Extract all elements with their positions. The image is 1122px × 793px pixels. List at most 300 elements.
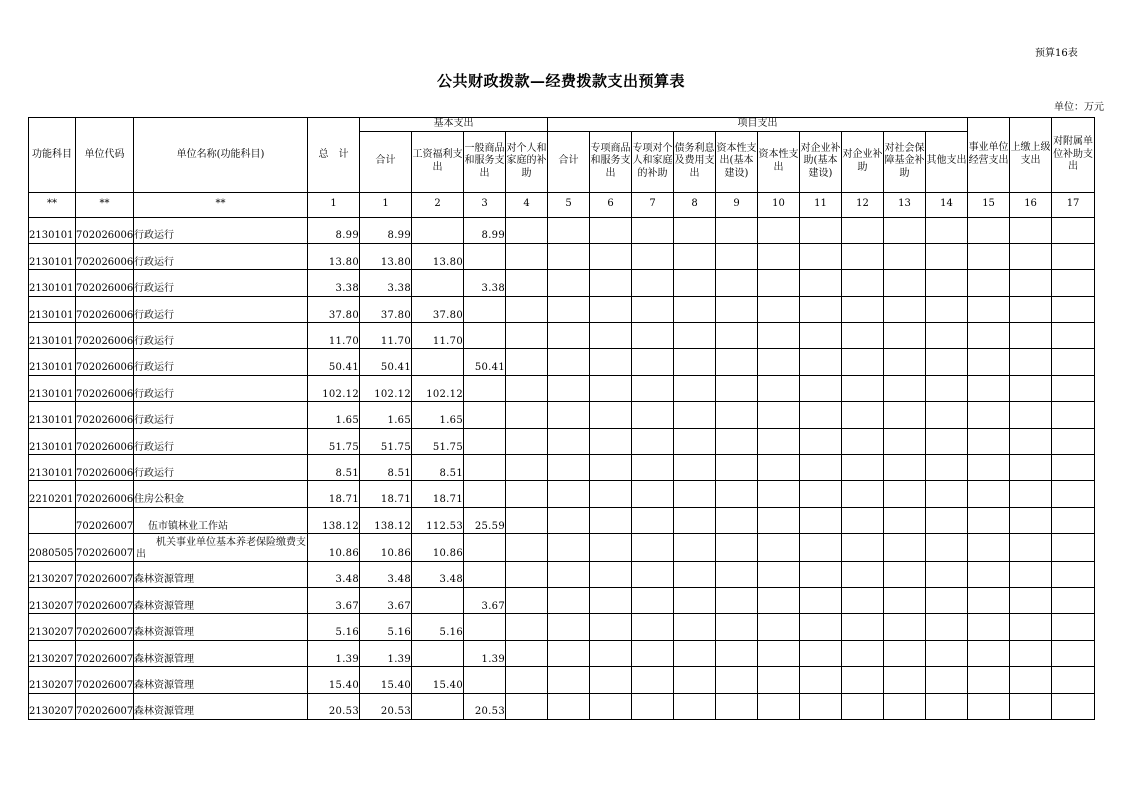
empty-cell <box>884 614 926 640</box>
empty-cell <box>842 534 884 561</box>
empty-cell <box>590 375 632 401</box>
empty-cell <box>800 402 842 428</box>
goods-services-cell <box>464 243 506 269</box>
empty-cell <box>590 481 632 507</box>
empty-cell <box>842 640 884 666</box>
empty-cell <box>842 428 884 454</box>
empty-cell <box>800 481 842 507</box>
empty-cell <box>758 561 800 587</box>
personal-subsidy-cell <box>506 349 548 375</box>
table-row <box>29 323 1095 349</box>
empty-cell <box>842 323 884 349</box>
empty-cell <box>632 402 674 428</box>
empty-cell <box>1010 323 1052 349</box>
table-row <box>29 402 1095 428</box>
basic-total-cell: 8.51 <box>360 455 412 481</box>
empty-cell <box>758 534 800 561</box>
table-row <box>29 375 1095 401</box>
wage-cell: 3.48 <box>412 561 464 587</box>
goods-services-cell: 3.38 <box>464 270 506 296</box>
empty-cell <box>800 296 842 322</box>
column-index-cell: ** <box>76 192 134 217</box>
empty-cell <box>884 455 926 481</box>
empty-cell <box>758 375 800 401</box>
empty-cell <box>548 693 590 719</box>
empty-cell <box>842 217 884 243</box>
personal-subsidy-cell <box>506 270 548 296</box>
empty-cell <box>758 614 800 640</box>
empty-cell <box>632 561 674 587</box>
unit-name-cell: 行政运行 <box>134 243 308 269</box>
unit-code-cell: 702026007 <box>76 587 134 613</box>
empty-cell <box>800 667 842 693</box>
empty-cell <box>758 667 800 693</box>
unit-code-cell: 702026006 <box>76 375 134 401</box>
header-project-col: 其他支出 <box>926 131 968 192</box>
empty-cell <box>632 217 674 243</box>
empty-cell <box>800 455 842 481</box>
unit-name-cell: 行政运行 <box>134 402 308 428</box>
column-index-cell: 10 <box>758 192 800 217</box>
empty-cell <box>758 243 800 269</box>
empty-cell <box>632 534 674 561</box>
empty-cell <box>926 296 968 322</box>
column-index-cell: 4 <box>506 192 548 217</box>
basic-total-cell: 1.65 <box>360 402 412 428</box>
unit-code-cell: 702026006 <box>76 428 134 454</box>
unit-code-cell: 702026007 <box>76 561 134 587</box>
empty-cell <box>1010 667 1052 693</box>
unit-code-cell: 702026006 <box>76 243 134 269</box>
table-row <box>29 534 1095 561</box>
goods-services-cell <box>464 296 506 322</box>
empty-cell <box>1052 693 1095 719</box>
empty-cell <box>674 614 716 640</box>
empty-cell <box>674 667 716 693</box>
personal-subsidy-cell <box>506 587 548 613</box>
empty-cell <box>590 323 632 349</box>
header-basic-col: 对个人和家庭的补助 <box>506 131 548 192</box>
unit-label: 单位：万元 <box>1054 102 1104 113</box>
empty-cell <box>590 693 632 719</box>
unit-name-cell: 行政运行 <box>134 455 308 481</box>
header-upper-payment: 上缴上级支出 <box>1010 118 1052 193</box>
func-code-cell: 2130101 <box>29 296 76 322</box>
total-cell: 3.67 <box>308 587 360 613</box>
empty-cell <box>842 402 884 428</box>
empty-cell <box>716 614 758 640</box>
table-row <box>29 217 1095 243</box>
empty-cell <box>716 693 758 719</box>
unit-name-cell: 行政运行 <box>134 270 308 296</box>
goods-services-cell: 50.41 <box>464 349 506 375</box>
empty-cell <box>884 243 926 269</box>
empty-cell <box>1052 296 1095 322</box>
empty-cell <box>632 455 674 481</box>
basic-total-cell: 18.71 <box>360 481 412 507</box>
empty-cell <box>632 640 674 666</box>
empty-cell <box>590 270 632 296</box>
total-cell: 5.16 <box>308 614 360 640</box>
unit-name-cell: 住房公积金 <box>134 481 308 507</box>
total-cell: 138.12 <box>308 507 360 533</box>
unit-name-cell: 行政运行 <box>134 296 308 322</box>
column-index-cell: 1 <box>360 192 412 217</box>
personal-subsidy-cell <box>506 561 548 587</box>
empty-cell <box>926 455 968 481</box>
empty-cell <box>716 534 758 561</box>
empty-cell <box>968 587 1010 613</box>
empty-cell <box>884 296 926 322</box>
wage-cell <box>412 587 464 613</box>
empty-cell <box>800 243 842 269</box>
header-project-col: 专项商品和服务支出 <box>590 131 632 192</box>
empty-cell <box>632 428 674 454</box>
empty-cell <box>926 402 968 428</box>
empty-cell <box>758 217 800 243</box>
empty-cell <box>548 428 590 454</box>
empty-cell <box>884 428 926 454</box>
header-unit-name: 单位名称(功能科目) <box>134 118 308 193</box>
empty-cell <box>842 561 884 587</box>
empty-cell <box>590 507 632 533</box>
empty-cell <box>800 270 842 296</box>
empty-cell <box>716 402 758 428</box>
header-basic-group: 基本支出 <box>360 118 548 132</box>
column-index-cell: 1 <box>308 192 360 217</box>
table-row <box>29 640 1095 666</box>
empty-cell <box>1052 481 1095 507</box>
total-cell: 11.70 <box>308 323 360 349</box>
empty-cell <box>590 349 632 375</box>
wage-cell: 112.53 <box>412 507 464 533</box>
empty-cell <box>968 428 1010 454</box>
empty-cell <box>968 270 1010 296</box>
empty-cell <box>842 270 884 296</box>
empty-cell <box>590 640 632 666</box>
column-index-cell: 3 <box>464 192 506 217</box>
func-code-cell: 2130101 <box>29 455 76 481</box>
wage-cell: 11.70 <box>412 323 464 349</box>
empty-cell <box>548 323 590 349</box>
goods-services-cell <box>464 375 506 401</box>
empty-cell <box>548 243 590 269</box>
empty-cell <box>1052 375 1095 401</box>
empty-cell <box>968 296 1010 322</box>
empty-cell <box>1010 614 1052 640</box>
table-row <box>29 614 1095 640</box>
empty-cell <box>548 667 590 693</box>
empty-cell <box>1052 455 1095 481</box>
empty-cell <box>968 375 1010 401</box>
empty-cell <box>800 428 842 454</box>
goods-services-cell <box>464 667 506 693</box>
wage-cell <box>412 349 464 375</box>
empty-cell <box>548 534 590 561</box>
total-cell: 8.51 <box>308 455 360 481</box>
empty-cell <box>800 217 842 243</box>
empty-cell <box>884 561 926 587</box>
header-project-col: 对企业补助(基本建设) <box>800 131 842 192</box>
empty-cell <box>884 402 926 428</box>
empty-cell <box>842 507 884 533</box>
basic-total-cell: 37.80 <box>360 296 412 322</box>
header-func-code: 功能科目 <box>29 118 76 193</box>
empty-cell <box>716 561 758 587</box>
func-code-cell: 2130101 <box>29 217 76 243</box>
empty-cell <box>674 481 716 507</box>
empty-cell <box>674 534 716 561</box>
total-cell: 18.71 <box>308 481 360 507</box>
empty-cell <box>1010 243 1052 269</box>
unit-name-cell: 行政运行 <box>134 323 308 349</box>
empty-cell <box>548 507 590 533</box>
header-project-col: 对社会保障基金补助 <box>884 131 926 192</box>
empty-cell <box>590 402 632 428</box>
func-code-cell: 2130101 <box>29 349 76 375</box>
basic-total-cell: 11.70 <box>360 323 412 349</box>
column-index-cell: 12 <box>842 192 884 217</box>
empty-cell <box>800 507 842 533</box>
func-code-cell: 2130101 <box>29 428 76 454</box>
empty-cell <box>716 349 758 375</box>
empty-cell <box>968 217 1010 243</box>
empty-cell <box>926 534 968 561</box>
personal-subsidy-cell <box>506 217 548 243</box>
unit-code-cell: 702026007 <box>76 667 134 693</box>
empty-cell <box>674 375 716 401</box>
empty-cell <box>884 217 926 243</box>
header-basic-col: 工资福利支出 <box>412 131 464 192</box>
empty-cell <box>716 428 758 454</box>
empty-cell <box>716 323 758 349</box>
empty-cell <box>926 349 968 375</box>
table-row <box>29 296 1095 322</box>
empty-cell <box>842 481 884 507</box>
empty-cell <box>800 375 842 401</box>
unit-code-cell: 702026006 <box>76 402 134 428</box>
unit-name-cell: 森林资源管理 <box>134 693 308 719</box>
unit-name-cell: 森林资源管理 <box>134 587 308 613</box>
empty-cell <box>926 640 968 666</box>
column-index-row <box>29 192 1095 217</box>
unit-code-cell: 702026007 <box>76 534 134 561</box>
total-cell: 10.86 <box>308 534 360 561</box>
empty-cell <box>1052 323 1095 349</box>
page-title: 公共财政拨款—经费拨款支出预算表 <box>436 72 685 90</box>
empty-cell <box>884 323 926 349</box>
basic-total-cell: 5.16 <box>360 614 412 640</box>
column-index-cell: 16 <box>1010 192 1052 217</box>
unit-name-cell: 机关事业单位基本养老保险缴费支出 <box>134 534 308 561</box>
empty-cell <box>590 614 632 640</box>
column-index-cell: 8 <box>674 192 716 217</box>
goods-services-cell: 3.67 <box>464 587 506 613</box>
empty-cell <box>716 243 758 269</box>
empty-cell <box>548 481 590 507</box>
header-project-col: 合计 <box>548 131 590 192</box>
unit-code-cell: 702026007 <box>76 693 134 719</box>
total-cell: 50.41 <box>308 349 360 375</box>
empty-cell <box>716 455 758 481</box>
header-project-col: 资本性支出 <box>758 131 800 192</box>
empty-cell <box>884 667 926 693</box>
empty-cell <box>674 243 716 269</box>
empty-cell <box>758 455 800 481</box>
basic-total-cell: 8.99 <box>360 217 412 243</box>
personal-subsidy-cell <box>506 323 548 349</box>
table-row <box>29 561 1095 587</box>
empty-cell <box>548 455 590 481</box>
personal-subsidy-cell <box>506 640 548 666</box>
empty-cell <box>674 507 716 533</box>
wage-cell: 5.16 <box>412 614 464 640</box>
empty-cell <box>1052 402 1095 428</box>
empty-cell <box>926 693 968 719</box>
empty-cell <box>1010 296 1052 322</box>
header-basic-col: 合计 <box>360 131 412 192</box>
column-index-cell: 15 <box>968 192 1010 217</box>
empty-cell <box>968 349 1010 375</box>
empty-cell <box>1010 587 1052 613</box>
empty-cell <box>1052 561 1095 587</box>
empty-cell <box>926 614 968 640</box>
wage-cell: 15.40 <box>412 667 464 693</box>
unit-name-cell: 伍市镇林业工作站 <box>134 507 308 533</box>
empty-cell <box>884 693 926 719</box>
personal-subsidy-cell <box>506 507 548 533</box>
func-code-cell: 2130207 <box>29 587 76 613</box>
unit-code-cell: 702026006 <box>76 455 134 481</box>
goods-services-cell <box>464 534 506 561</box>
basic-total-cell: 50.41 <box>360 349 412 375</box>
empty-cell <box>632 270 674 296</box>
empty-cell <box>590 296 632 322</box>
empty-cell <box>842 587 884 613</box>
budget-table <box>28 117 1095 720</box>
empty-cell <box>926 587 968 613</box>
empty-cell <box>716 217 758 243</box>
empty-cell <box>800 534 842 561</box>
column-index-cell: 13 <box>884 192 926 217</box>
func-code-cell: 2210201 <box>29 481 76 507</box>
empty-cell <box>758 640 800 666</box>
goods-services-cell <box>464 561 506 587</box>
unit-name-cell: 行政运行 <box>134 349 308 375</box>
empty-cell <box>716 270 758 296</box>
empty-cell <box>548 270 590 296</box>
empty-cell <box>800 349 842 375</box>
total-cell: 51.75 <box>308 428 360 454</box>
empty-cell <box>1010 481 1052 507</box>
table-row <box>29 455 1095 481</box>
goods-services-cell: 1.39 <box>464 640 506 666</box>
empty-cell <box>716 640 758 666</box>
basic-total-cell: 13.80 <box>360 243 412 269</box>
header-subsidiary: 对附属单位补助支出 <box>1052 118 1095 193</box>
func-code-cell <box>29 507 76 533</box>
unit-name-cell: 森林资源管理 <box>134 561 308 587</box>
empty-cell <box>968 481 1010 507</box>
empty-cell <box>800 561 842 587</box>
empty-cell <box>590 534 632 561</box>
empty-cell <box>1010 217 1052 243</box>
goods-services-cell <box>464 614 506 640</box>
func-code-cell: 2130207 <box>29 614 76 640</box>
empty-cell <box>716 296 758 322</box>
empty-cell <box>632 375 674 401</box>
unit-code-cell: 702026007 <box>76 507 134 533</box>
empty-cell <box>1052 217 1095 243</box>
empty-cell <box>758 270 800 296</box>
empty-cell <box>632 614 674 640</box>
empty-cell <box>548 614 590 640</box>
total-cell: 13.80 <box>308 243 360 269</box>
empty-cell <box>1052 614 1095 640</box>
total-cell: 8.99 <box>308 217 360 243</box>
empty-cell <box>968 507 1010 533</box>
personal-subsidy-cell <box>506 534 548 561</box>
empty-cell <box>926 270 968 296</box>
empty-cell <box>548 402 590 428</box>
empty-cell <box>1010 455 1052 481</box>
empty-cell <box>884 640 926 666</box>
empty-cell <box>1052 640 1095 666</box>
empty-cell <box>926 428 968 454</box>
empty-cell <box>716 507 758 533</box>
empty-cell <box>590 667 632 693</box>
table-row <box>29 587 1095 613</box>
empty-cell <box>590 587 632 613</box>
empty-cell <box>758 481 800 507</box>
total-cell: 3.48 <box>308 561 360 587</box>
empty-cell <box>884 587 926 613</box>
empty-cell <box>1010 561 1052 587</box>
column-index-cell: 14 <box>926 192 968 217</box>
goods-services-cell <box>464 428 506 454</box>
table-number-label: 预算16表 <box>1035 48 1078 59</box>
empty-cell <box>632 481 674 507</box>
empty-cell <box>842 349 884 375</box>
basic-total-cell: 3.38 <box>360 270 412 296</box>
goods-services-cell <box>464 455 506 481</box>
table-row <box>29 428 1095 454</box>
empty-cell <box>674 561 716 587</box>
empty-cell <box>758 693 800 719</box>
empty-cell <box>758 296 800 322</box>
total-cell: 1.65 <box>308 402 360 428</box>
empty-cell <box>674 587 716 613</box>
basic-total-cell: 102.12 <box>360 375 412 401</box>
header-project-col: 对企业补助 <box>842 131 884 192</box>
empty-cell <box>716 375 758 401</box>
basic-total-cell: 15.40 <box>360 667 412 693</box>
basic-total-cell: 20.53 <box>360 693 412 719</box>
empty-cell <box>1052 243 1095 269</box>
func-code-cell: 2130101 <box>29 270 76 296</box>
empty-cell <box>884 534 926 561</box>
empty-cell <box>926 323 968 349</box>
unit-name-cell: 行政运行 <box>134 217 308 243</box>
basic-total-cell: 138.12 <box>360 507 412 533</box>
empty-cell <box>884 507 926 533</box>
empty-cell <box>674 270 716 296</box>
empty-cell <box>716 481 758 507</box>
table-row <box>29 270 1095 296</box>
table-row <box>29 349 1095 375</box>
wage-cell <box>412 640 464 666</box>
goods-services-cell: 8.99 <box>464 217 506 243</box>
